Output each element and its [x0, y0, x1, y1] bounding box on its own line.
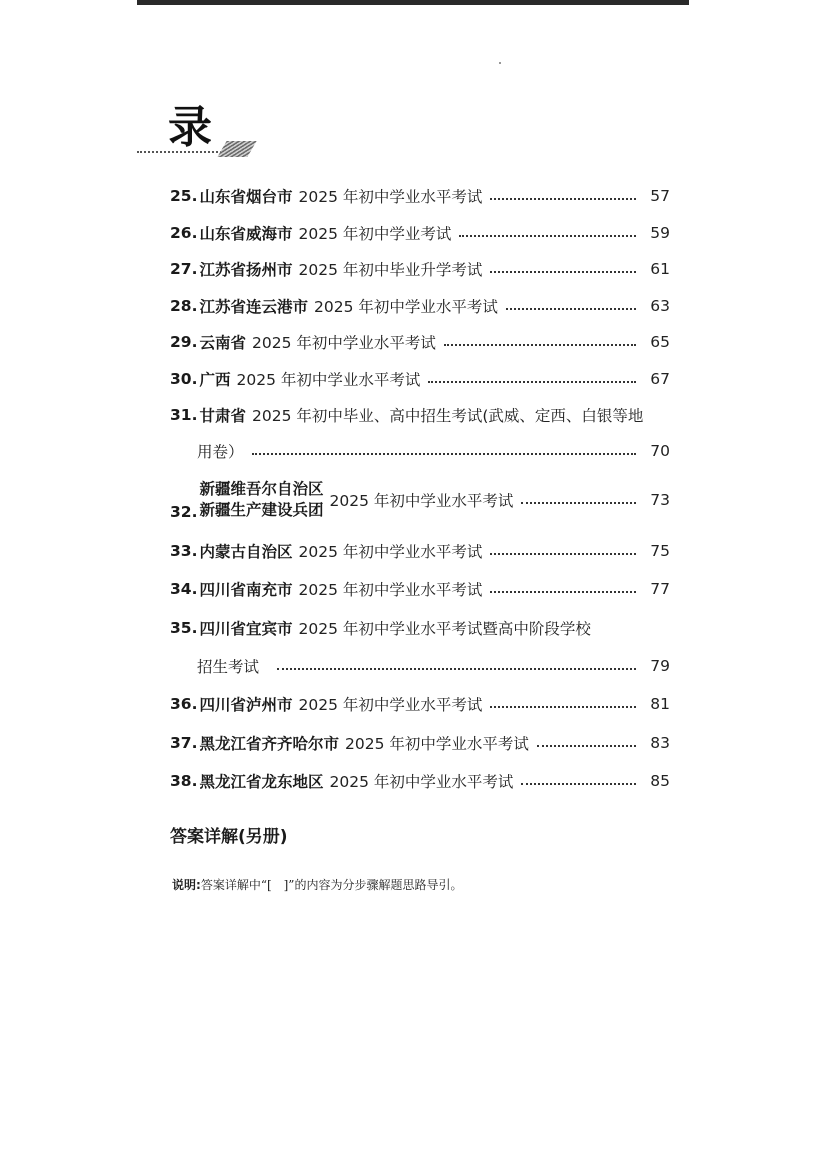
toc-entry-25[interactable] [170, 183, 670, 209]
toc-entry-27[interactable] [170, 256, 670, 282]
entry-place: 四川省南充市 [199, 581, 293, 599]
toc-entry-31-continued[interactable] [197, 438, 670, 464]
entry-place: 江苏省扬州市 [199, 261, 293, 279]
dot-leader [428, 381, 636, 383]
entry-exam: 2025 年初中学业水平考试 [251, 334, 436, 352]
entry-page: 65 [650, 333, 670, 351]
entry-number: 31. [170, 406, 198, 424]
entry-place-line1: 新疆维吾尔自治区 [199, 480, 324, 498]
dot-leader [537, 745, 636, 747]
dot-leader [490, 271, 636, 273]
entry-place: 四川省泸州市 [199, 696, 293, 714]
entry-exam: 2025 年初中学业水平考试 [298, 696, 483, 714]
dot-leader [490, 706, 636, 708]
entry-place: 内蒙古自治区 [199, 543, 293, 561]
entry-exam-continued: 招生考试 [197, 658, 260, 676]
entry-exam: 2025 年初中毕业升学考试 [298, 261, 483, 279]
toc-entry-38[interactable] [170, 768, 670, 794]
entry-page: 70 [650, 442, 670, 460]
dot-leader [521, 502, 636, 504]
entry-number: 32. [170, 503, 198, 521]
dot-leader [521, 783, 636, 785]
entry-number: 33. [170, 542, 198, 560]
entry-place: 山东省威海市 [199, 225, 293, 243]
entry-place: 江苏省连云港市 [199, 298, 308, 316]
dot-leader [252, 453, 636, 455]
dot-leader [506, 308, 636, 310]
entry-exam: 2025 年初中学业水平考试暨高中阶段学校 [298, 620, 591, 638]
toc-entry-33[interactable] [170, 538, 670, 564]
dot-leader [444, 344, 636, 346]
note [172, 876, 462, 893]
entry-number: 27. [170, 260, 198, 278]
dot-leader [490, 198, 636, 200]
toc-entry-31[interactable] [170, 402, 670, 428]
toc-entry-29[interactable] [170, 329, 670, 355]
entry-number: 37. [170, 734, 198, 752]
dot-leader [490, 553, 636, 555]
entry-exam: 2025 年初中学业水平考试 [298, 543, 483, 561]
toc-entry-37[interactable] [170, 730, 670, 756]
toc-entry-26[interactable] [170, 220, 670, 246]
dot-leader [277, 668, 636, 670]
entry-place: 广西 [199, 371, 231, 389]
entry-place-stack [199, 479, 323, 521]
entry-page: 77 [650, 580, 670, 598]
entry-page: 61 [650, 260, 670, 278]
entry-number: 34. [170, 580, 198, 598]
entry-number: 30. [170, 370, 198, 388]
dot-leader [459, 235, 636, 237]
toc-title: 录 [168, 102, 212, 153]
entry-exam: 2025 年初中学业水平考试 [313, 298, 498, 316]
toc-entry-30[interactable] [170, 366, 670, 392]
title-decoration [217, 141, 256, 157]
entry-number: 35. [170, 619, 198, 637]
entry-page: 75 [650, 542, 670, 560]
entry-exam: 2025 年初中学业水平考试 [236, 371, 421, 389]
entry-place: 四川省宜宾市 [199, 620, 293, 638]
entry-exam: 2025 年初中学业考试 [298, 225, 452, 243]
note-text: 答案详解中“[ ]”的内容为分步骤解题思路导引。 [200, 878, 463, 892]
entry-number: 36. [170, 695, 198, 713]
print-speck [499, 62, 501, 64]
entry-page: 73 [650, 491, 670, 509]
toc-entry-32[interactable] [170, 478, 670, 522]
entry-page: 79 [650, 657, 670, 675]
entry-exam: 2025 年初中学业水平考试 [298, 581, 483, 599]
entry-exam: 2025 年初中学业水平考试 [344, 735, 529, 753]
entry-place-line2: 新疆生产建设兵团 [199, 501, 324, 519]
entry-exam-continued: 用卷） [197, 443, 244, 461]
toc-entry-35[interactable] [170, 615, 670, 641]
entry-page: 63 [650, 297, 670, 315]
entry-number: 25. [170, 187, 198, 205]
entry-exam: 2025 年初中学业水平考试 [329, 773, 514, 791]
answers-heading: 答案详解(另册) [170, 827, 288, 847]
top-rule [137, 0, 689, 5]
entry-page: 85 [650, 772, 670, 790]
toc-entry-28[interactable] [170, 293, 670, 319]
entry-exam: 2025 年初中学业水平考试 [298, 188, 483, 206]
entry-number: 38. [170, 772, 198, 790]
entry-place: 甘肃省 [199, 407, 246, 425]
entry-exam: 2025 年初中学业水平考试 [329, 492, 514, 510]
entry-page: 59 [650, 224, 670, 242]
note-label: 说明: [172, 878, 201, 892]
entry-place: 黑龙江省齐齐哈尔市 [199, 735, 339, 753]
entry-page: 67 [650, 370, 670, 388]
entry-place: 山东省烟台市 [199, 188, 293, 206]
toc-entry-35-continued[interactable] [197, 653, 670, 679]
dot-leader [490, 591, 636, 593]
entry-page: 83 [650, 734, 670, 752]
toc-entry-36[interactable] [170, 691, 670, 717]
entry-page: 57 [650, 187, 670, 205]
title-dotted-rule [137, 151, 229, 153]
toc-entry-34[interactable] [170, 576, 670, 602]
entry-page: 81 [650, 695, 670, 713]
entry-number: 29. [170, 333, 198, 351]
entry-number: 28. [170, 297, 198, 315]
entry-number: 26. [170, 224, 198, 242]
entry-exam: 2025 年初中毕业、高中招生考试(武威、定西、白银等地 [251, 407, 644, 425]
entry-place: 云南省 [199, 334, 246, 352]
entry-place: 黑龙江省龙东地区 [199, 773, 324, 791]
